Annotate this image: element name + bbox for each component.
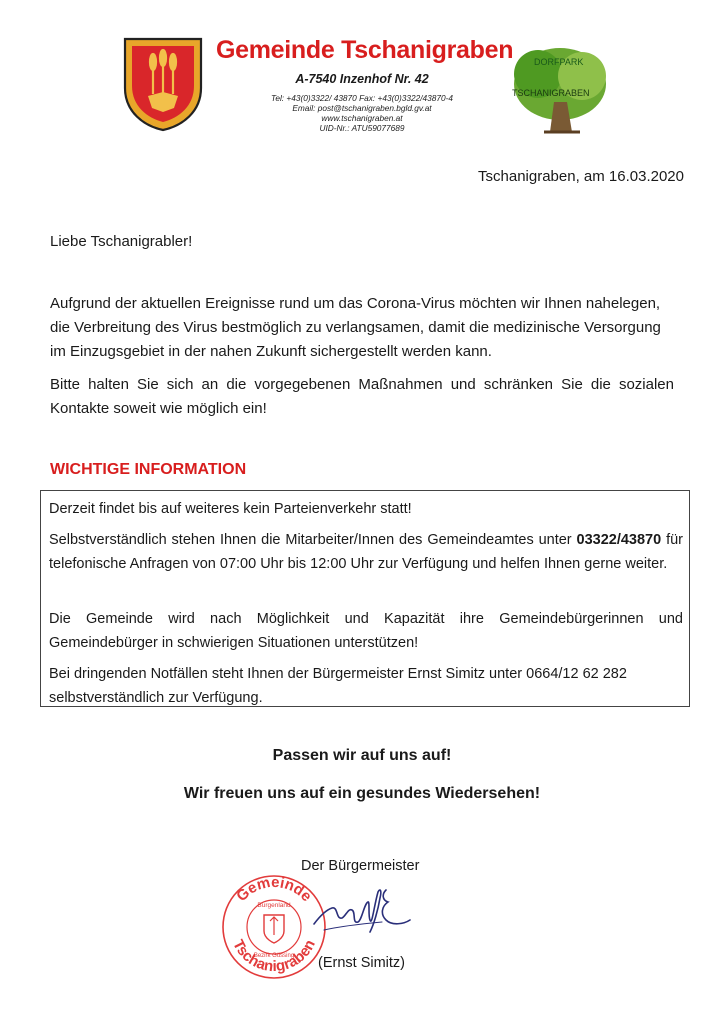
paragraph-corona: Aufgrund der aktuellen Ereignisse rund um das Corona-Virus möchten wir Ihnen nahelegen, die Verbreitung des Virus bestmöglich zu verlangsamen, damit die medizinische Versorgung im Einzugsgebiet in der nahen Zukunft sichergestellt werden kann. [50,295,661,360]
info-phone-text-after: für telefonische Anfragen von 07:00 Uhr bis 12:00 Uhr zur Verfügung und helfen Ihnen gerne weiter. [49,532,683,572]
important-info-heading: WICHTIGE INFORMATION [50,461,247,478]
info-phone-availability [49,528,683,576]
seal-text-sub: Burgenland [257,902,291,909]
info-support: Die Gemeinde wird nach Möglichkeit und Kapazität ihre Gemeindebürgerinnen und Gemeindebürger in schwierigen Situationen unterstützen! [49,611,683,651]
contact-uid: UID-Nr.: ATU59077689 [319,123,405,133]
contact-website: www.tschanigraben.at [321,113,403,123]
municipality-title: Gemeinde Tschanigraben [216,36,514,64]
signatory-name: (Ernst Simitz) [318,955,405,971]
seal-text-district: Bezirk Güssing [253,953,295,959]
signatory-title: Der Bürgermeister [301,858,420,874]
municipal-crest-icon [122,36,204,132]
seal-text-bottom: Tschanigraben [229,937,319,976]
info-phone-number: 03322/43870 [576,532,662,548]
logo-text-bottom: TSCHANIGRABEN [512,88,590,98]
handwritten-signature [312,880,422,942]
paragraph-measures: Bitte halten Sie sich an die vorgegebenen Maßnahmen und schränken Sie die sozialen Kontakte soweit wie möglich ein! [50,376,674,417]
logo-text-top: DORFPARK [534,57,584,67]
contact-email: Email: post@tschanigraben.bgld.gv.at [292,103,432,113]
closing-line-1: Passen wir auf uns auf! [272,747,452,764]
municipality-address: A-7540 Inzenhof Nr. 42 [295,72,429,86]
letter-date: Tschanigraben, am 16.03.2020 [478,168,684,185]
closing-line-2: Wir freuen uns auf ein gesundes Wiedersehen! [183,785,541,802]
info-phone-text-before: Selbstverständlich stehen Ihnen die Mitarbeiter/Innen des Gemeindeamtes unter [49,532,577,548]
info-emergency: Bei dringenden Notfällen steht Ihnen der Bürgermeister Ernst Simitz unter 0664/12 62 282 selbstverständlich zur Verfügung. [49,666,627,706]
dorfpark-logo-icon [510,44,610,136]
info-no-public-hours: Derzeit findet bis auf weiteres kein Parteienverkehr statt! [49,501,412,517]
contact-phone-fax: Tel: +43(0)3322/ 43870 Fax: +43(0)3322/43870-4 [271,93,453,103]
seal-text-top: Gemeinde [233,873,316,906]
letter-greeting: Liebe Tschanigrabler! [50,233,193,250]
